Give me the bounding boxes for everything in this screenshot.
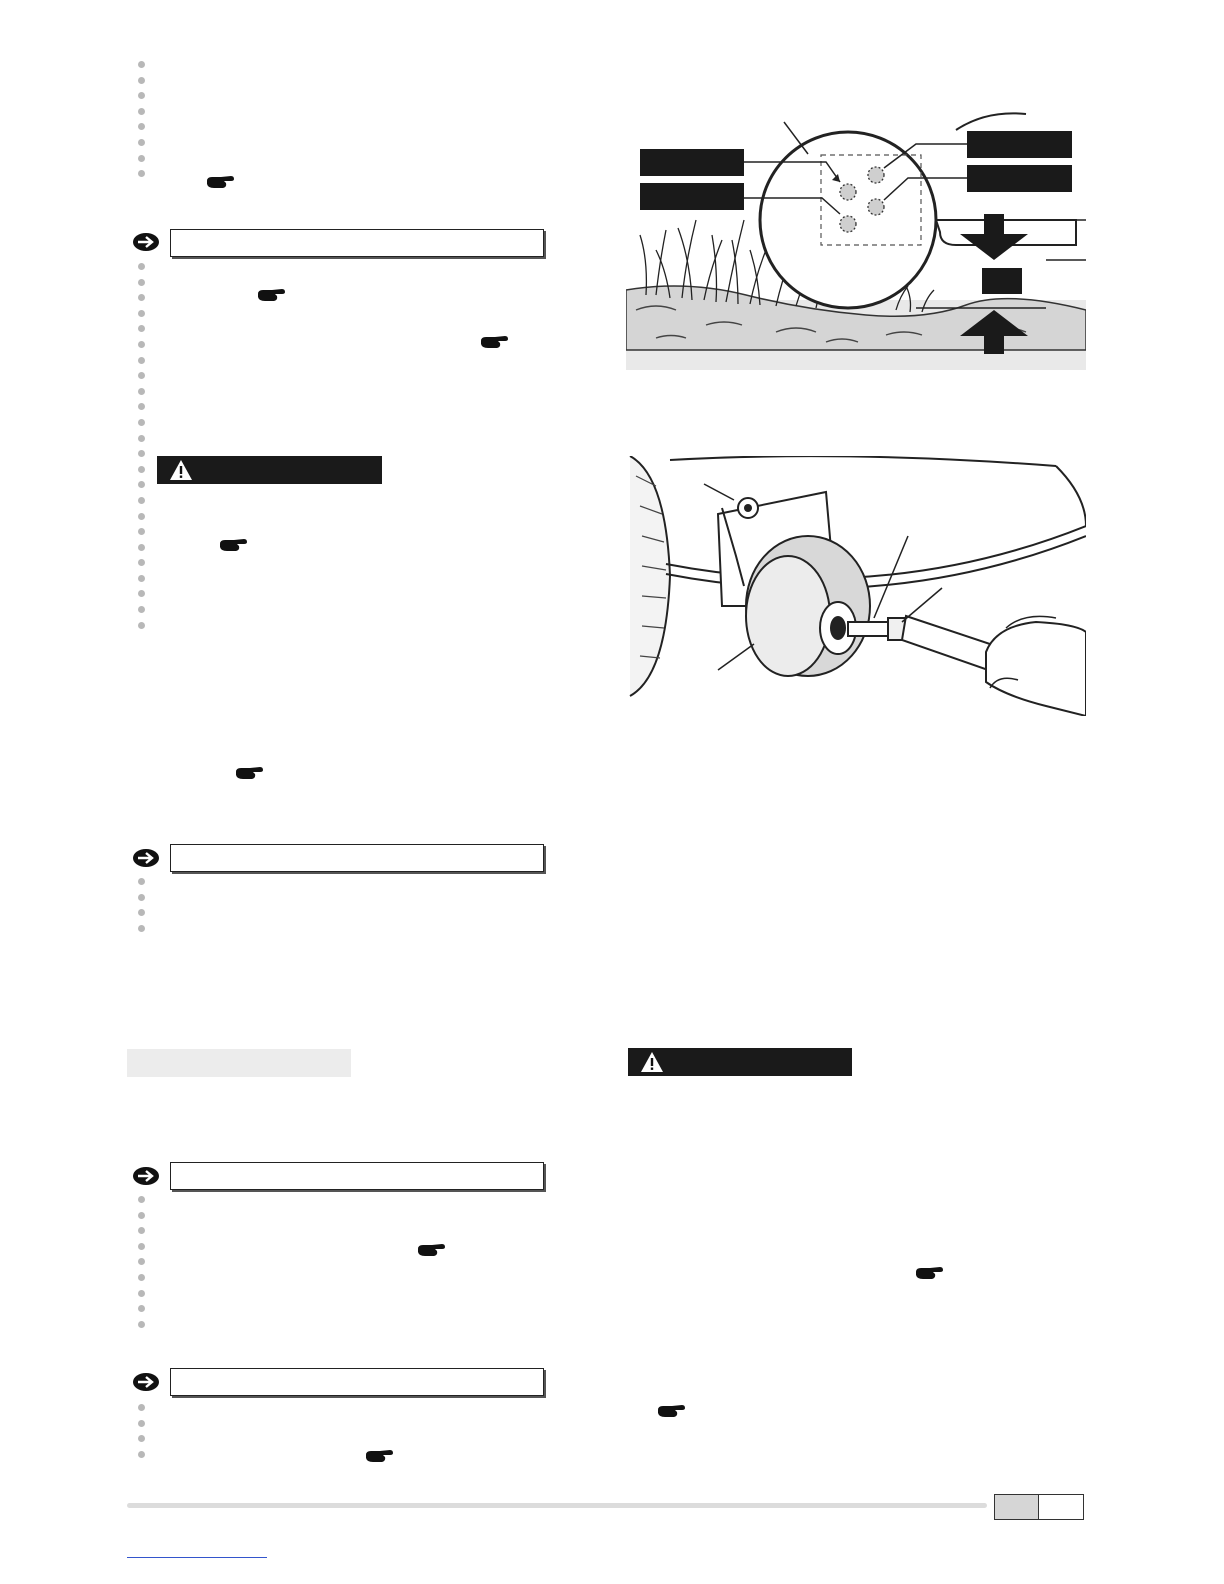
pointing-hand-icon [218,536,248,554]
bullet-column [138,1196,148,1336]
bullet-column [138,263,148,637]
label-box [967,131,1072,158]
bullet-column [138,61,148,186]
pointing-hand-icon [914,1264,944,1282]
warning-triangle-icon [640,1051,664,1073]
note-arrow-icon [132,848,160,868]
label-box [640,183,744,210]
note-arrow-icon [132,1372,160,1392]
warning-triangle-icon [169,459,193,481]
pointing-hand-icon [479,333,509,351]
label-box [967,165,1072,192]
pointing-hand-icon [416,1241,446,1259]
section-heading [127,1049,351,1077]
pointing-hand-icon [205,173,235,191]
pointing-hand-icon [364,1447,394,1465]
figure-height-adjust [626,110,1086,370]
label-box [982,268,1022,294]
warning-banner [157,456,382,484]
note-arrow-icon [132,1166,160,1186]
note-box [170,229,544,257]
note-arrow-icon [132,232,160,252]
bullet-column [138,878,148,940]
figure-wheel-removal [626,456,1086,716]
page-number-left [994,1494,1040,1520]
note-box [170,1162,544,1190]
pointing-hand-icon [656,1402,686,1420]
bullet-column [138,1404,148,1466]
footer-link[interactable] [127,1557,267,1558]
note-box [170,844,544,872]
pointing-hand-icon [256,286,286,304]
label-box [640,149,744,176]
note-box [170,1368,544,1396]
page-number-right [1038,1494,1084,1520]
warning-banner [628,1048,852,1076]
pointing-hand-icon [234,764,264,782]
footer-rule [127,1503,987,1508]
